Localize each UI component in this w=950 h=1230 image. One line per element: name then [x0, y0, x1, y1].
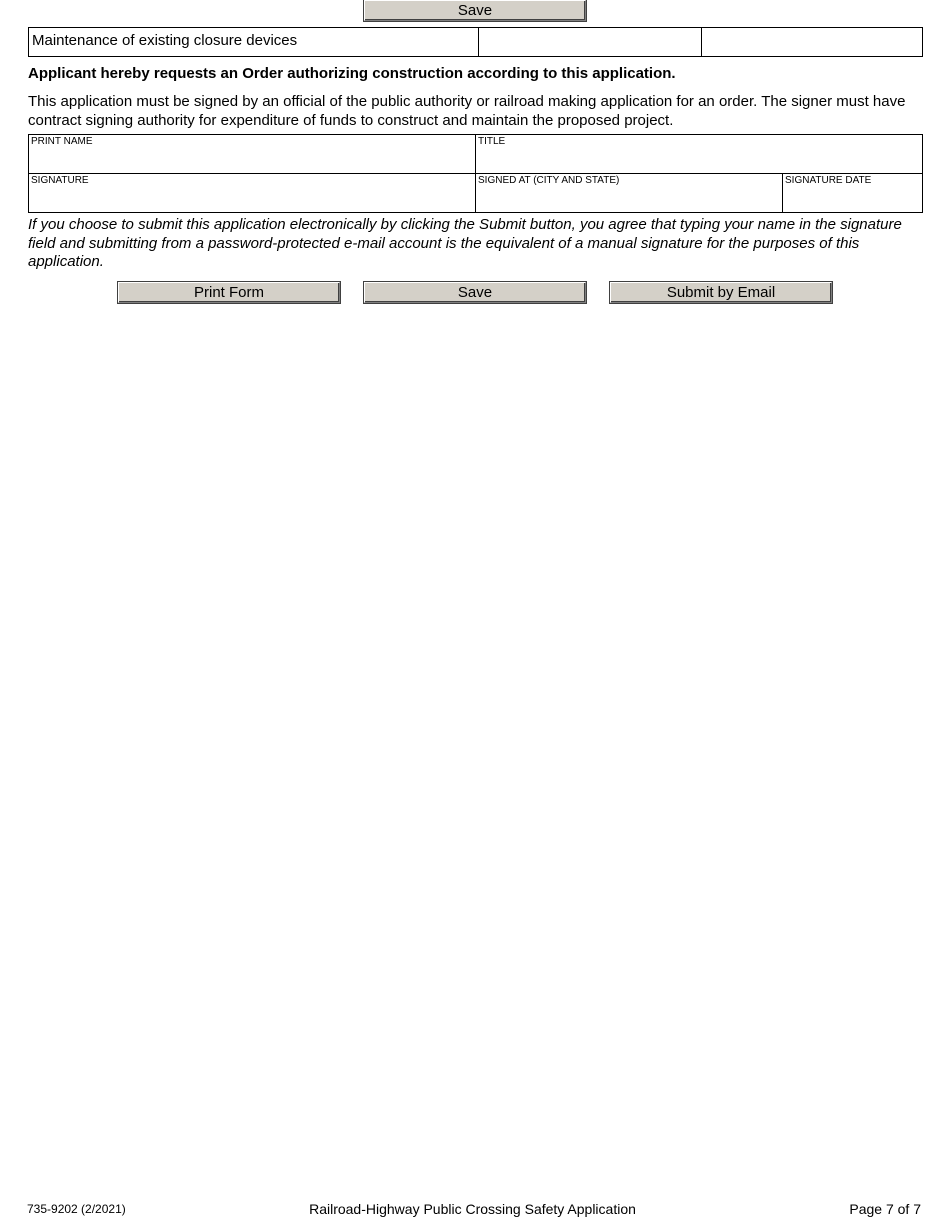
print-form-button[interactable]: Print Form — [118, 282, 340, 303]
save-button[interactable]: Save — [364, 282, 586, 303]
maintenance-table — [28, 27, 923, 57]
title-input[interactable] — [476, 148, 922, 172]
title-cell[interactable] — [476, 135, 923, 174]
maintenance-input-3[interactable] — [702, 28, 922, 52]
signature-input[interactable] — [29, 187, 475, 211]
maintenance-cell-2[interactable] — [479, 28, 702, 57]
signature-date-cell[interactable] — [783, 174, 923, 213]
signed-at-label: SIGNED AT (CITY AND STATE) — [478, 175, 620, 186]
signature-date-input[interactable] — [783, 187, 922, 211]
signed-at-cell[interactable] — [476, 174, 783, 213]
signature-date-label: SIGNATURE DATE — [785, 175, 872, 186]
print-name-cell[interactable] — [29, 135, 476, 174]
title-label: TITLE — [478, 136, 506, 147]
maintenance-input-2[interactable] — [479, 28, 701, 52]
signature-table — [28, 134, 923, 213]
page-number: Page 7 of 7 — [849, 1201, 921, 1217]
signature-cell[interactable] — [29, 174, 476, 213]
request-statement: Applicant hereby requests an Order authorizing construction according to this application. — [28, 65, 676, 82]
form-number: 735-9202 (2/2021) — [27, 1202, 126, 1216]
signed-at-input[interactable] — [476, 187, 782, 211]
electronic-signature-note: If you choose to submit this application electronically by clicking the Submit button, you agree that typing your name in the signature field and submitting from a password-protected e-mail account is the equivalent of a manual signature for the purposes of this application. — [28, 216, 902, 270]
print-name-input[interactable] — [29, 148, 475, 172]
form-title: Railroad-Highway Public Crossing Safety Application — [309, 1201, 636, 1217]
submit-by-email-button[interactable]: Submit by Email — [610, 282, 832, 303]
signing-note: This application must be signed by an official of the public authority or railroad making application for an order. The signer must have contract signing authority for expenditure of funds to construct and maintain the proposed project. — [28, 93, 906, 129]
save-button-top[interactable]: Save — [364, 0, 586, 21]
print-name-label: PRINT NAME — [31, 136, 93, 147]
maintenance-label: Maintenance of existing closure devices — [29, 28, 479, 57]
maintenance-cell-3[interactable] — [702, 28, 923, 57]
signature-label: SIGNATURE — [31, 175, 89, 186]
